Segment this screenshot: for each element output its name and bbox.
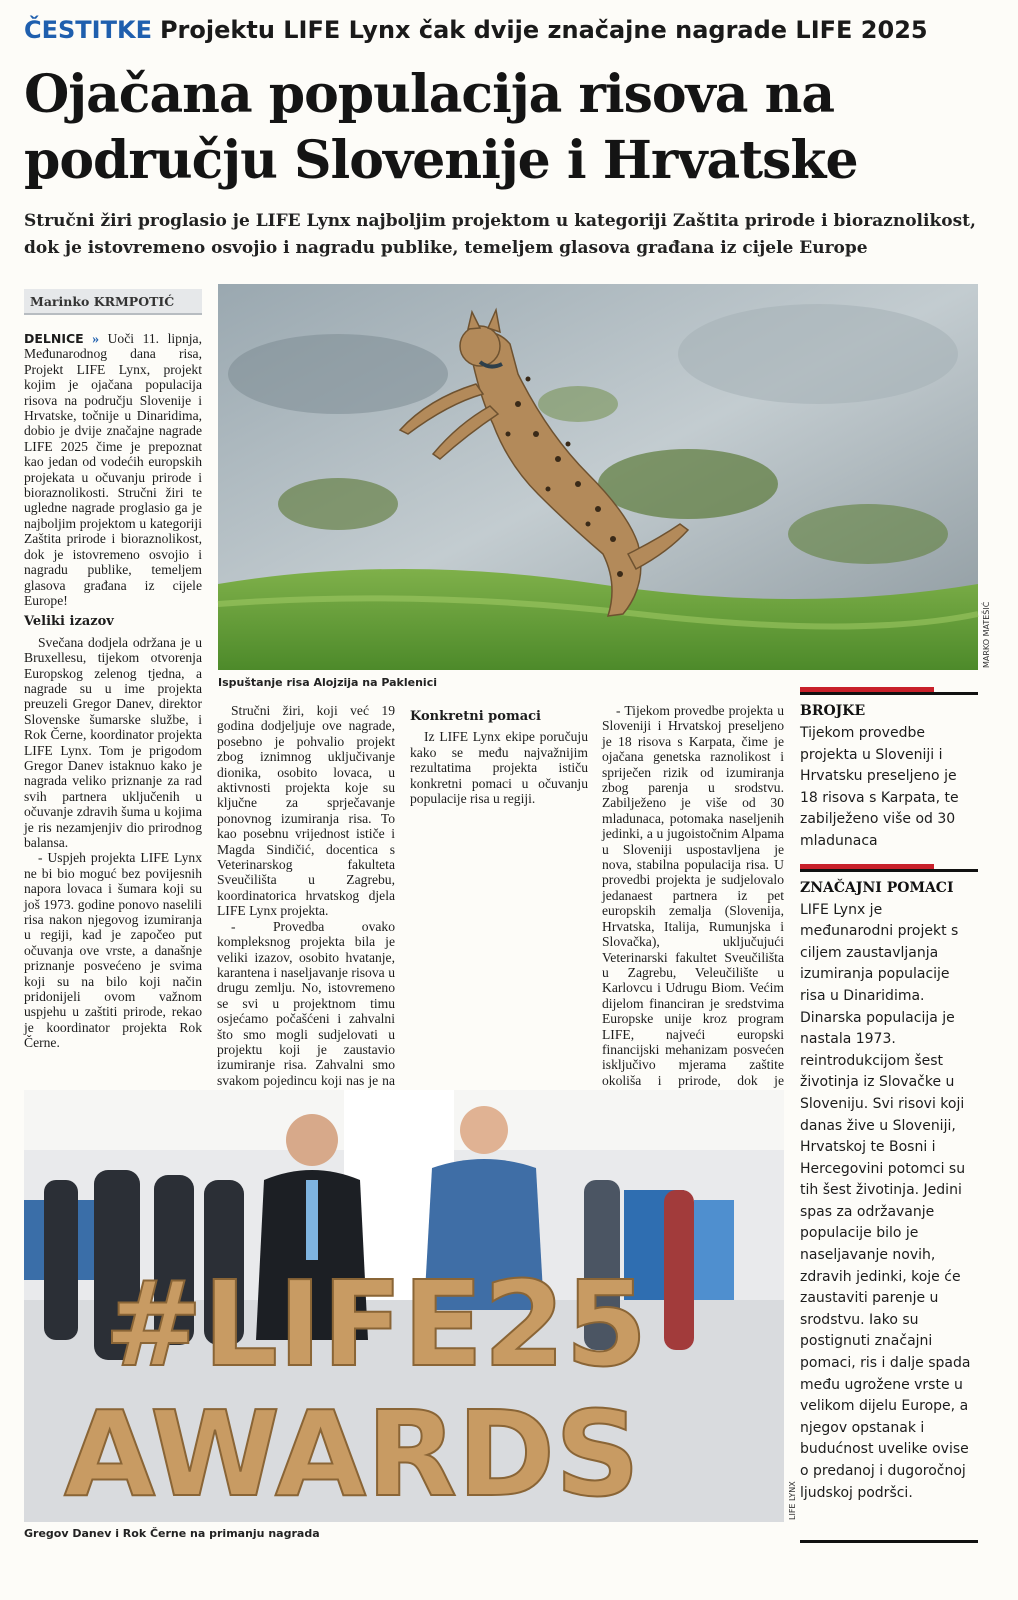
dateline-arrow-icon: »: [92, 331, 100, 346]
sign-line-1: #LIFE25: [104, 1255, 648, 1393]
article-column-3: [410, 703, 588, 1083]
sign-line-2: AWARDS: [64, 1385, 640, 1523]
awards-photo-credit: LIFE LYNX: [788, 1481, 797, 1520]
article-paragraph-4: Stručni žiri, koji već 19 godina dodjeljuje ove nagrade, posebno je pohvalio projekt zbog iznimnog uključivanje dionika, osobito lovaca, u aktivnosti projekta koje su ključne za sprječavanje ponovnog izumiranja risa. To kao posebnu vrijednost ističe i Magda Sindičić, docentica s Veterinarskog fakulteta Sveučilišta u Zagrebu, koordinatorica hrvatskog djela LIFE Lynx projekta.: [217, 703, 395, 919]
kicker: [24, 16, 994, 52]
sidebar-box1-text: Tijekom provedbe projekta u Sloveniji i Hrvatsku preseljeno je 18 risova s Karpata, te zabilježeno više od 30 mladunaca: [800, 725, 959, 849]
awards-photo: [24, 1090, 784, 1522]
kicker-text: Projektu LIFE Lynx čak dvije značajne nagrade LIFE 2025: [159, 16, 928, 44]
article-paragraph-5: - Provedba ovako kompleksnog projekta bila je veliki izazov, osobito hvatanje, karantena i naseljavanje risova u drugu zemlju. No, istovremeno se svi u projektnom timu osjećamo počašćeni i zahvalni što smo mogli sudjelovati u projektu koji je zaustavio izumiranje risa. Zahvalni smo svakom pojedincu koji nas je na: [217, 918, 395, 1088]
article-paragraph-2: Svečana dodjela održana je u Bruxellesu, tijekom otvorenja Europskog zelenog tjedna, a nagrade su u ime projekta preuzeli Gregor Danev, direktor Slovenske šumarske službe, i Rok Černe, koordinator projekta LIFE Lynx. Tom je prigodom Gregor Danev istaknuo kako je nagrada veliko priznanje za rad svih partnera uključenih u očuvanje zdravih šuma u kojima je ris nezamjenjiv dio prirodnog balansa.: [24, 634, 202, 850]
subheading-veliki-izazov: Veliki izazov: [24, 614, 114, 630]
lynx-photo: [218, 284, 978, 670]
author-box: [24, 289, 202, 315]
article-column-2: [217, 703, 395, 1088]
lynx-illustration: [218, 284, 978, 670]
article-paragraph-1: Uoči 11. lipnja, Međunarodnog dana risa, Projekt LIFE Lynx, projekt kojim je ojačana populacija risova na području Slovenije i Hrvatske, točnije u Dinaridima, dobio je dvije značajne nagrade LIFE 2025 čime je prepoznat kao jedan od vodećih europskih projekata u očuvanju prirode i bioraznolikosti. Stručni žiri te ugledne nagrade proglasio ga je najboljim projektom u kategoriji Zaštita prirode i bioraznolikost, dok je istovremeno osvojio i nagradu publike, temeljem glasova građana iz cijele Europe!: [24, 331, 202, 608]
awards-illustration: [24, 1090, 784, 1522]
article-column-4: [602, 703, 784, 1088]
article-paragraph-6: Iz LIFE Lynx ekipe poručuju kako se među najvažnijim rezultatima projekta ističu konkretni pomaci u očuvanju populacije risa u regiji.: [410, 729, 588, 807]
sidebar-box2-text: LIFE Lynx je međunarodni projekt s ciljem zaustavljanja izumiranja populacije risa u Dinaridima. Dinarska populacija je nastala 1973. reintrodukcijom šest životinja iz Slovačke u Sloveniju. Svi risovi koji danas žive u Sloveniji, Hrvatskoj te Bosni i Hercegovini potomci su tih šest životinja. Jedini spas za održavanje populacije bilo je naseljavanje novih, zdravih jedinki, koje će zaustaviti parenje u srodstvu. Iako su postignuti značajni pomaci, ris i dalje spada među ugrožene vrste u velikom dijelu Europe, a njegov opstanak i budućnost uvelike ovise o predanoj i dugoročnoj ljudskoj podršci.: [800, 901, 971, 1501]
sidebar-box2-title: ZNAČAJNI POMACI: [800, 879, 954, 896]
article-paragraph-7: - Tijekom provedbe projekta u Sloveniji i Hrvatskoj preseljeno je 18 risova s Karpata, čime je ojačana genetska raznolikost i spriječen rizik od izumiranja zbog parenja u srodstvu. Zabilježeno je više od 30 mladunaca, potomaka naseljenih jedinki, a u jugoistočnim Alpama u Sloveniji uspostavljena je nova, stabilna populacija risa. U provedbi projekta je sudjelovalo jedanaest partnera iz pet europskih zemalja (Slovenija, Hrvatska, Italija, Rumunjska i Slovačka), uključujući Veterinarski fakultet Sveučilišta u Zagrebu, Veleučilište u Karlovcu i Udrugu Biom. Većim dijelom financiran je sredstvima Europske unije kroz program LIFE, najveći europski financijski mehanizam posvećen isključivo mjerama zaštite okoliša i prirode, dok je: [602, 703, 784, 1088]
article-paragraph-3: - Uspjeh projekta LIFE Lynx ne bi bio moguć bez povijesnih napora lovaca i šumara koji su još 1973. godine ponovo naselili risa nakon njegovog izumiranja u regiji, kad je započeo put očuvanja ove vrste, a današnje priznanje posvećeno je svima koji su na bilo koji način pridonijeli ovom važnom uspjehu u zaštiti prirode, rekao je koordinator projekta Rok Černe.: [24, 850, 202, 1051]
kicker-label: ČESTITKE: [24, 16, 152, 44]
headline: Ojačana populacija risova na području Slovenije i Hrvatske: [24, 64, 858, 191]
lynx-photo-caption: Ispuštanje risa Alojzija na Paklenici: [218, 676, 437, 689]
dateline: DELNICE: [24, 331, 84, 346]
lynx-photo-credit: MARKO MATEŠIĆ: [982, 601, 991, 668]
awards-photo-caption: Gregov Danev i Rok Černe na primanju nagrada: [24, 1527, 320, 1540]
subheading-konkretni-pomaci: Konkretni pomaci: [410, 709, 541, 724]
sidebar-rule-1: [800, 692, 978, 695]
sidebar-bottom-rule: [800, 1540, 978, 1543]
article-column-1: [24, 331, 202, 1081]
sidebar-rule-2: [800, 869, 978, 872]
deck: Stručni žiri proglasio je LIFE Lynx najboljim projektom u kategoriji Zaštita prirode i bioraznolikost, dok je istovremeno osvojio i nagradu publike, temeljem glasova građana iz cijele Europe: [24, 211, 976, 258]
sidebar: [800, 692, 978, 1504]
author-name: Marinko KRMPOTIĆ: [30, 294, 175, 309]
sidebar-box1-title: BROJKE: [800, 703, 866, 719]
